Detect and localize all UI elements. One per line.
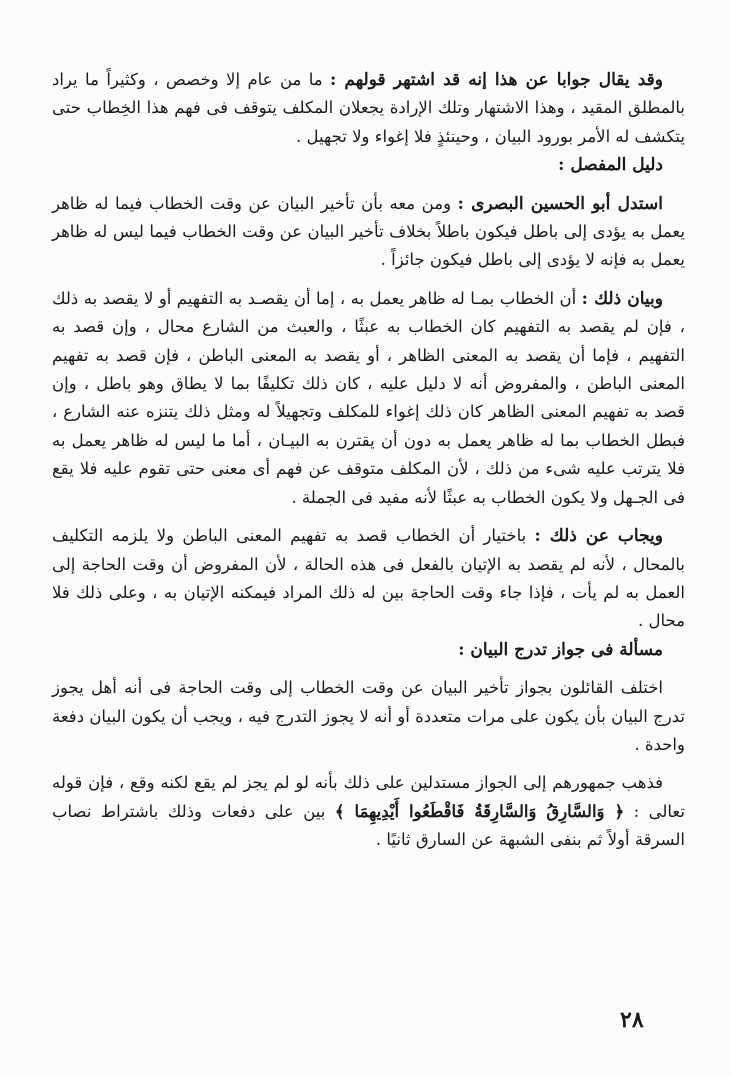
paragraph-3-lead: وبيان ذلك : bbox=[581, 288, 663, 309]
paragraph-2-text: ومن معه بأن تأخير البيان عن وقت الخطاب فيما له ظاهر يعمل به يؤدى إلى باطل فيكون باطلاً بخلاف تأخير البيان عن وقت الخطاب فيما ليس له ظاهر يعمل به فإنه لا يؤدى إلى باطل فيكون جائزاً . bbox=[52, 193, 685, 270]
paragraph-3-text: أن الخطاب بمـا له ظاهر يعمل به ، إما أن يقصـد به التفهيم أو لا يقصد به ذلك ، فإن لم يقصد به التفهيم كان الخطاب به عبثًا ، والعبث من الشارع محال ، وإن قصد به التفهيم ، فإما أن يقصد به المعنى الظاهر ، أو يقصد به المعنى الباطن ، فإن قصد به تفهيم المعنى الباطن ، والمفروض أنه لا دليل عليه ، كان ذلك تكليفًا بما لا يطاق وهو باطل ، وإن قصد به تفهيم المعنى الظاهر كان ذلك إغواء للمكلف وتجهيلاً له ومثل ذلك يتنزه عنه الشارع ، فبطل الخطاب بما له ظاهر يعمل به دون أن يقترن به البيـان ، أما ما ليس له ظاهر يعمل به فلا يترتب عليه شىء من ذلك ، لأن المكلف متوقف عن فهم أى معنى حتى تقوم عليه فلا يقع فى الجـهل ولا يكون الخطاب به عبثًا لأنه مفيد فى الجملة . bbox=[52, 288, 685, 507]
paragraph-1-lead: وقد يقال جوابا عن هذا إنه قد اشتهر قولهم : bbox=[330, 70, 663, 90]
section-heading-tadarruj: مسألة فى جواز تدرج البيان : bbox=[458, 639, 663, 660]
paragraph-6 bbox=[52, 769, 685, 854]
page-number: ٢٨ bbox=[620, 1007, 644, 1033]
paragraph-6-text-before: فذهب جمهورهم إلى الجواز مستدلين على ذلك بأنه لو لم يجز لم يقع لكنه وقع ، فإن قوله تعالى : bbox=[52, 773, 685, 821]
paragraph-1 bbox=[52, 66, 685, 151]
paragraph-4-lead: ويجاب عن ذلك : bbox=[534, 526, 663, 547]
paragraph-2 bbox=[52, 190, 685, 275]
quran-verse: ﴿ وَالسَّارِقُ وَالسَّارِقَةُ فَاقْطَعُوا أَيْدِيهِمَا ﴾ bbox=[334, 801, 625, 821]
paragraph-1-text: ما من عام إلا وخصص ، وكثيراً ما يراد بالمطلق المقيد ، وهذا الاشتهار وتلك الإرادة يجعلان المكلف يتوقف فى فهم هذا الخِطاب حتى يتكشف له الأمر بورود البيان ، وحينئذٍ فلا إغواء ولا تجهيل . bbox=[52, 70, 685, 146]
section-heading-mufassal: دليل المفصل : bbox=[558, 155, 663, 176]
paragraph-2-lead: استدل أبو الحسين البصرى : bbox=[457, 193, 663, 214]
paragraph-5: اختلف القائلون بجواز تأخير البيان عن وقت الخطاب إلى وقت الحاجة فى أنه أهل يجوز تدرج البيان بأن يكون على مرات متعددة أو أنه لا يجوز التدرج فيه ، ويجب أن يكون البيان دفعة واحدة . bbox=[52, 678, 685, 754]
paragraph-4-text: باختيار أن الخطاب قصد به تفهيم المعنى الباطن ولا يلزمه التكليف بالمحال ، لأنه لم يقصد به الإتيان بالفعل فى هذه الحالة ، لأن المفروض أن وقت الحاجة إلى العمل به لم يأت ، فإذا جاء وقت الحاجة بين له ذلك المراد فيمكنه الإتيان به ، وعلى ذلك فلا محال . bbox=[52, 526, 685, 631]
paragraph-4 bbox=[52, 522, 685, 636]
paragraph-3 bbox=[52, 285, 685, 512]
paragraph-6-text-after: بين على دفعات وذلك باشتراط نصاب السرقة أولاً ثم بنفى الشبهة عن السارق ثانيًا . bbox=[52, 801, 685, 850]
